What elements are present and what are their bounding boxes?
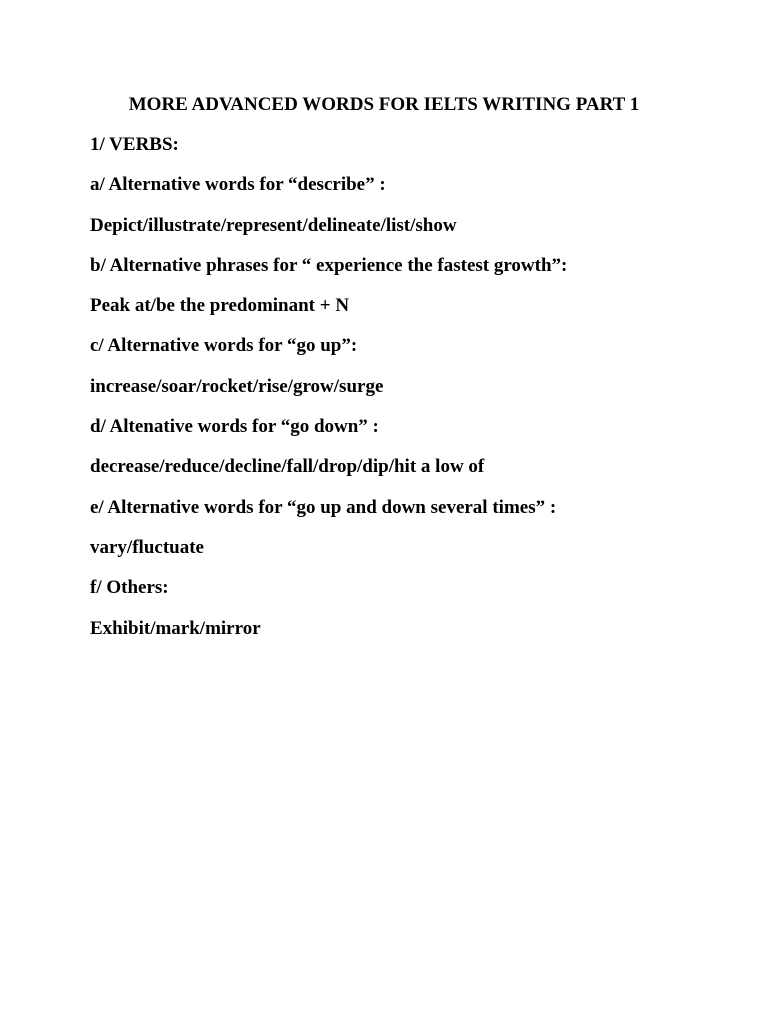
- item-heading-go-down: d/ Altenative words for “go down” :: [90, 416, 379, 438]
- item-words-go-up: increase/soar/rocket/rise/grow/surge: [90, 375, 384, 397]
- document-body: [90, 134, 750, 658]
- item-heading-describe: a/ Alternative words for “describe” :: [90, 174, 386, 196]
- item-heading-fastest-growth: b/ Alternative phrases for “ experience the fastest growth”:: [90, 254, 568, 276]
- item-words-describe: Depict/illustrate/represent/delineate/list/show: [90, 214, 457, 236]
- item-heading-go-up: c/ Alternative words for “go up”:: [90, 335, 358, 357]
- item-words-others: Exhibit/mark/mirror: [90, 617, 261, 639]
- item-words-go-down: decrease/reduce/decline/fall/drop/dip/hit a low of: [90, 456, 485, 478]
- document-title: MORE ADVANCED WORDS FOR IELTS WRITING PART 1: [128, 94, 640, 115]
- item-heading-others: f/ Others:: [90, 577, 169, 599]
- item-words-fluctuate: vary/fluctuate: [90, 536, 204, 558]
- item-words-fastest-growth: Peak at/be the predominant + N: [90, 295, 350, 317]
- section-heading-verbs: 1/ VERBS:: [90, 134, 179, 155]
- item-heading-fluctuate: e/ Alternative words for “go up and down several times” :: [90, 496, 557, 518]
